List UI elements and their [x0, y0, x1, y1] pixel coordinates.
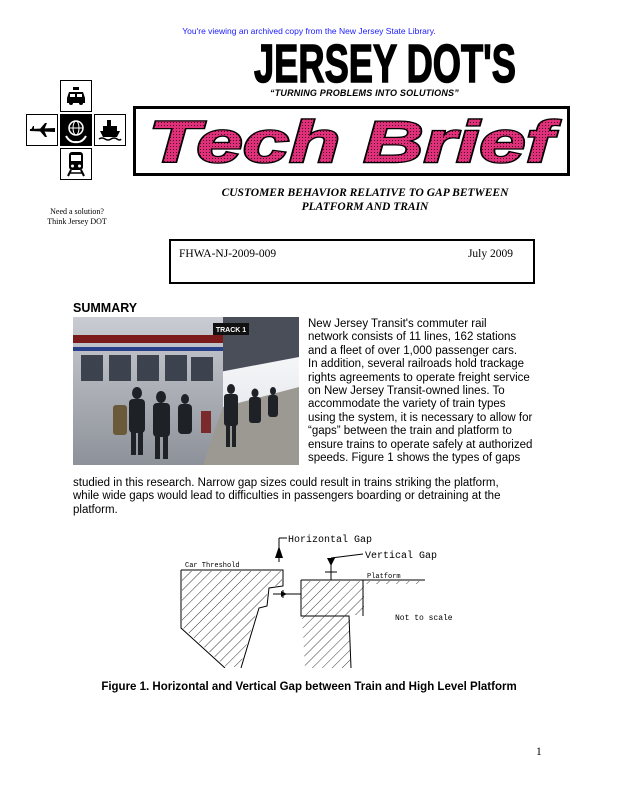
summary-heading: SUMMARY — [73, 301, 138, 315]
summary-line: accommodate the variety of train types — [308, 398, 506, 411]
ship-icon — [94, 114, 126, 146]
jersey-dot-logo — [26, 80, 126, 204]
gap-diagram — [155, 528, 475, 668]
taxi-icon — [60, 80, 92, 112]
label-not-to-scale: Not to scale — [395, 614, 453, 623]
report-date: July 2009 — [467, 248, 513, 260]
summary-line: on New Jersey Transit-owned lines. To — [308, 385, 505, 398]
summary-line: In addition, several railroads hold trackage — [308, 358, 525, 371]
logo-caption — [22, 207, 132, 227]
summary-paragraph-2 — [73, 477, 551, 517]
logo-caption-line1: Need a solution? — [50, 207, 104, 216]
logo-caption-line2: Think Jersey DOT — [47, 217, 107, 226]
summary-line: using the system, it is necessary to allow for — [308, 411, 533, 424]
summary-line: and a fleet of over 1,000 passenger cars. — [308, 344, 518, 357]
label-platform: Platform — [367, 573, 401, 581]
masthead-title-text: JERSEY DOT'S — [254, 36, 516, 88]
summary-line: speeds. Figure 1 shows the types of gaps — [308, 452, 521, 465]
tech-brief-wordmark — [136, 109, 567, 173]
summary-line: New Jersey Transit's commuter rail — [308, 318, 487, 330]
archive-notice: You're viewing an archived copy from the New Jersey State Library. — [182, 26, 436, 36]
tech-brief-banner — [133, 106, 570, 176]
summary-line: “gaps” between the train and platform to — [308, 425, 512, 438]
headline-line1: CUSTOMER BEHAVIOR RELATIVE TO GAP BETWEEN — [221, 187, 509, 199]
label-vertical-gap: Vertical Gap — [365, 551, 438, 562]
report-info-box — [169, 239, 535, 284]
article-headline — [150, 186, 580, 214]
summary-line: ensure trains to operate safely at authorized — [308, 438, 533, 451]
headline-line2: PLATFORM AND TRAIN — [301, 201, 429, 213]
summary-line: rights agreements to operate freight service — [308, 371, 530, 384]
masthead-title — [250, 36, 520, 88]
label-car-threshold: Car Threshold — [185, 562, 240, 570]
report-number: FHWA-NJ-2009-009 — [179, 248, 277, 260]
figure-caption: Figure 1. Horizontal and Vertical Gap between Train and High Level Platform — [101, 681, 517, 693]
train-icon — [60, 148, 92, 180]
summary-line: studied in this research. Narrow gap sizes could result in trains striking the platform, — [73, 477, 499, 489]
masthead-tagline: “TURNING PROBLEMS INTO SOLUTIONS” — [270, 88, 459, 98]
airplane-icon — [26, 114, 58, 146]
summary-line: network consists of 11 lines, 162 stations — [308, 331, 517, 344]
label-horizontal-gap: Horizontal Gap — [288, 535, 373, 546]
tech-brief-text: Tech Brief — [148, 110, 562, 173]
hand-globe-icon — [60, 114, 92, 146]
page-number: 1 — [536, 746, 542, 758]
summary-paragraph-1 — [308, 318, 552, 465]
summary-line: while wide gaps would lead to difficulties in passengers boarding or detraining at the — [73, 490, 501, 503]
summary-line: platform. — [73, 503, 118, 516]
train-platform-photo — [73, 317, 299, 465]
photo-track-sign: TRACK 1 — [215, 327, 247, 334]
